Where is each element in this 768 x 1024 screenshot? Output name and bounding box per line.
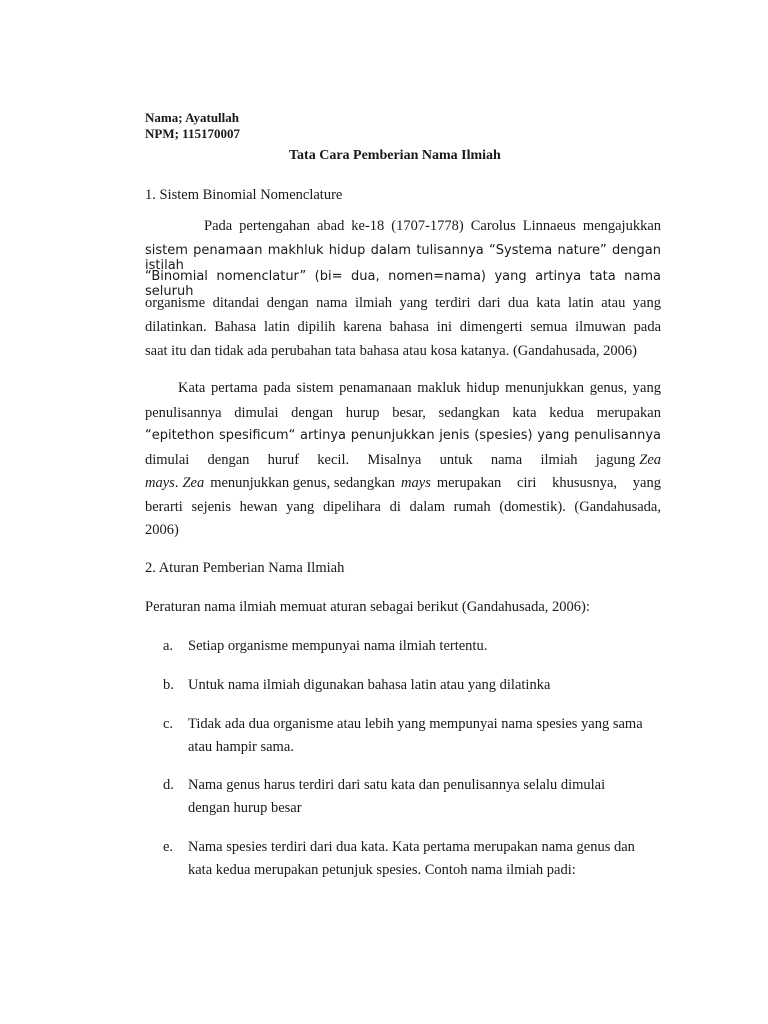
section2-heading: 2. Aturan Pemberian Nama Ilmiah [145, 560, 345, 576]
italic-mays-2: mays [401, 475, 431, 491]
list-marker: b. [163, 677, 174, 693]
para2-line4 [145, 452, 661, 469]
section1-heading: 1. Sistem Binomial Nomenclature [145, 187, 343, 203]
list-item-line: Setiap organisme mempunyai nama ilmiah tertentu. [188, 638, 488, 654]
para2-line1: Kata pertama pada sistem penamanaan makluk hidup menunjukkan genus, yang [178, 380, 661, 396]
author-npm: NPM; 115170007 [145, 126, 240, 141]
para2-line4-zea: Zea [639, 452, 661, 468]
list-item-line: Tidak ada dua organisme atau lebih yang mempunyai nama spesies yang sama [188, 716, 643, 732]
list-marker: a. [163, 638, 174, 654]
list-item-line: Nama spesies terdiri dari dua kata. Kata pertama merupakan nama genus dan [188, 839, 635, 855]
list-item-line: Nama genus harus terdiri dari satu kata dan penulisannya selalu dimulai [188, 777, 606, 793]
italic-zea: Zea [182, 475, 205, 491]
para2-line4-text: dimulai dengan huruf kecil. Misalnya untuk nama ilmiah jagung [145, 452, 636, 468]
list-item-line: atau hampir sama. [188, 739, 294, 755]
para2-line3: “epitethon spesificum“ artinya penunjukkan jenis (spesies) yang penulisannya [145, 428, 661, 443]
para1-line5: dilatinkan. Bahasa latin dipilih karena bahasa ini dimengerti semua ilmuwan pada [145, 319, 661, 335]
list-marker: c. [163, 716, 174, 732]
para1-line3: “Binomial nomenclatur” (bi= dua, nomen=nama) yang artinya tata nama seluruh [145, 269, 661, 299]
list-item-line: dengan hurup besar [188, 800, 302, 816]
list-item-line: Untuk nama ilmiah digunakan bahasa latin atau yang dilatinka [188, 677, 551, 693]
para1-line2: sistem penamaan makhluk hidup dalam tulisannya “Systema nature” dengan istilah [145, 243, 661, 273]
section2-intro: Peraturan nama ilmiah memuat aturan sebagai berikut (Gandahusada, 2006): [145, 599, 590, 615]
para2-line5-mid: menunjukkan genus, sedangkan [210, 475, 396, 491]
para2-line6: berarti sejenis hewan yang dipelihara di dalam rumah (domestik). (Gandahusada, [145, 499, 661, 515]
list-marker: e. [163, 839, 174, 855]
para1-line6: saat itu dan tidak ada perubahan tata bahasa atau kosa katanya. (Gandahusada, 2006) [145, 343, 637, 359]
sep-dot: . [174, 475, 179, 491]
para2-line5-post: merupakan ciri khususnya, yang [436, 475, 661, 491]
author-name: Nama; Ayatullah [145, 110, 240, 125]
document-title: Tata Cara Pemberian Nama Ilmiah [289, 148, 501, 163]
para2-line7: 2006) [145, 522, 179, 538]
para1-line1: Pada pertengahan abad ke-18 (1707-1778) Carolus Linnaeus mengajukkan [204, 218, 661, 234]
para1-line4: organisme ditandai dengan nama ilmiah yang terdiri dari dua kata latin atau yang [145, 295, 661, 311]
para2-line5 [145, 475, 661, 492]
para2-line2: penulisannya dimulai dengan hurup besar, sedangkan kata kedua merupakan [145, 405, 661, 421]
italic-mays-1: mays [145, 475, 175, 491]
list-item-line: kata kedua merupakan petunjuk spesies. Contoh nama ilmiah padi: [188, 862, 576, 878]
list-marker: d. [163, 777, 174, 793]
